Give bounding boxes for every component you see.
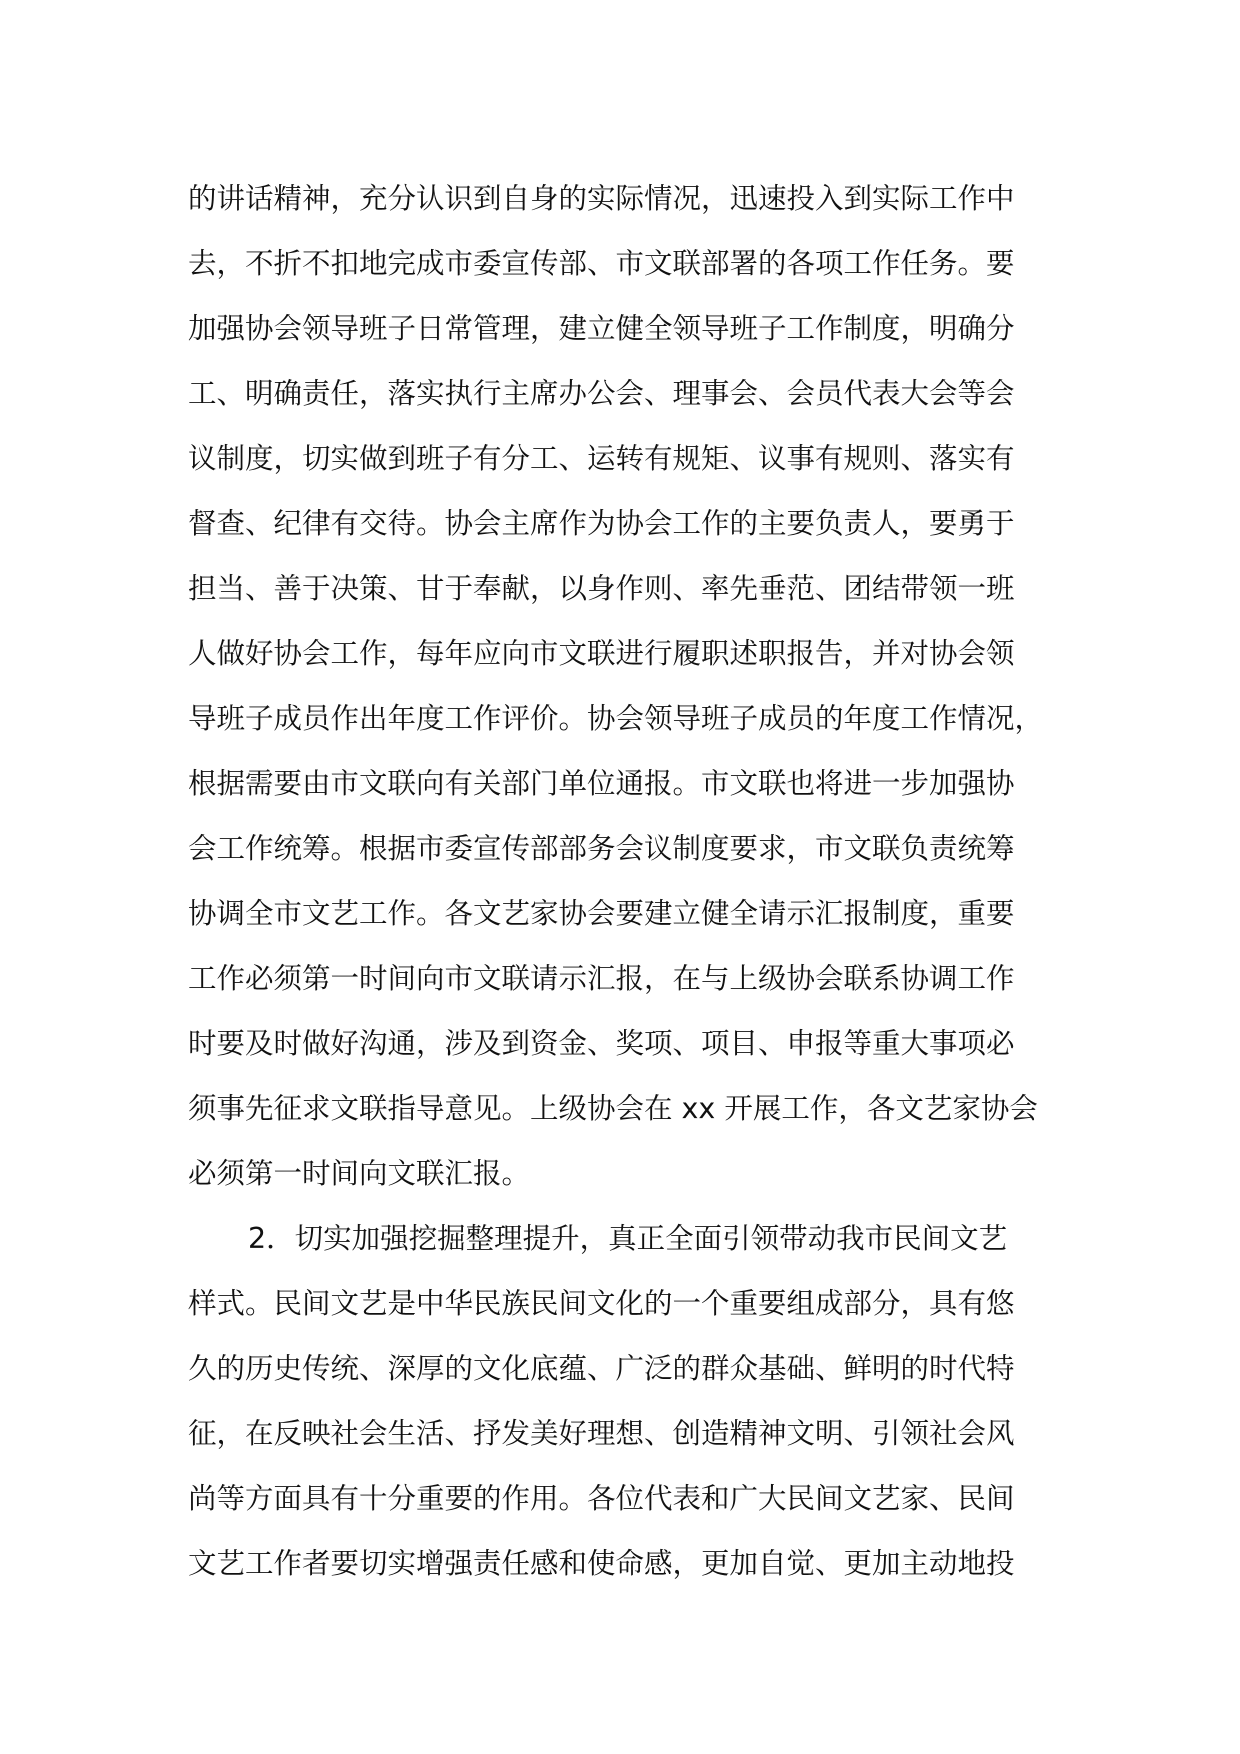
text-line-1: 的讲话精神，充分认识到自身的实际情况，迅速投入到实际工作中: [188, 182, 1015, 215]
text-line-14: 时要及时做好沟通，涉及到资金、奖项、项目、申报等重大事项必: [188, 1027, 1015, 1060]
text-line-19: 久的历史传统、深厚的文化底蕴、广泛的群众基础、鲜明的时代特: [188, 1352, 1015, 1385]
text-line-10: 根据需要由市文联向有关部门单位通报。市文联也将进一步加强协: [188, 767, 1015, 800]
text-line-15: 须事先征求文联指导意见。上级协会在 xx 开展工作，各文艺家协会: [188, 1092, 1038, 1125]
text-line-16: 必须第一时间向文联汇报。: [188, 1157, 531, 1190]
text-line-2: 去，不折不扣地完成市委宣传部、市文联部署的各项工作任务。要: [188, 247, 1015, 280]
text-line-4: 工、明确责任，落实执行主席办公会、理事会、会员代表大会等会: [188, 377, 1015, 410]
text-line-20: 征，在反映社会生活、抒发美好理想、创造精神文明、引领社会风: [188, 1417, 1015, 1450]
text-line-9: 导班子成员作出年度工作评价。协会领导班子成员的年度工作情况，: [188, 702, 1044, 735]
text-line-8: 人做好协会工作，每年应向市文联进行履职述职报告，并对协会领: [188, 637, 1015, 670]
text-line-7: 担当、善于决策、甘于奉献，以身作则、率先垂范、团结带领一班: [188, 572, 1015, 605]
text-line-6: 督查、纪律有交待。协会主席作为协会工作的主要负责人，要勇于: [188, 507, 1015, 540]
body-text: [188, 166, 1068, 1596]
text-line-22: 文艺工作者要切实增强责任感和使命感，更加自觉、更加主动地投: [188, 1547, 1015, 1580]
text-line-5: 议制度，切实做到班子有分工、运转有规矩、议事有规则、落实有: [188, 442, 1015, 475]
text-line-12: 协调全市文艺工作。各文艺家协会要建立健全请示汇报制度，重要: [188, 897, 1015, 930]
text-line-18: 样式。民间文艺是中华民族民间文化的一个重要组成部分，具有悠: [188, 1287, 1015, 1320]
section-heading-2: 2．切实加强挖掘整理提升，真正全面引领带动我市民间文艺: [248, 1222, 1008, 1255]
text-line-13: 工作必须第一时间向市文联请示汇报，在与上级协会联系协调工作: [188, 962, 1015, 995]
text-line-11: 会工作统筹。根据市委宣传部部务会议制度要求，市文联负责统筹: [188, 832, 1015, 865]
text-line-21: 尚等方面具有十分重要的作用。各位代表和广大民间文艺家、民间: [188, 1482, 1015, 1515]
text-line-3: 加强协会领导班子日常管理，建立健全领导班子工作制度，明确分: [188, 312, 1015, 345]
